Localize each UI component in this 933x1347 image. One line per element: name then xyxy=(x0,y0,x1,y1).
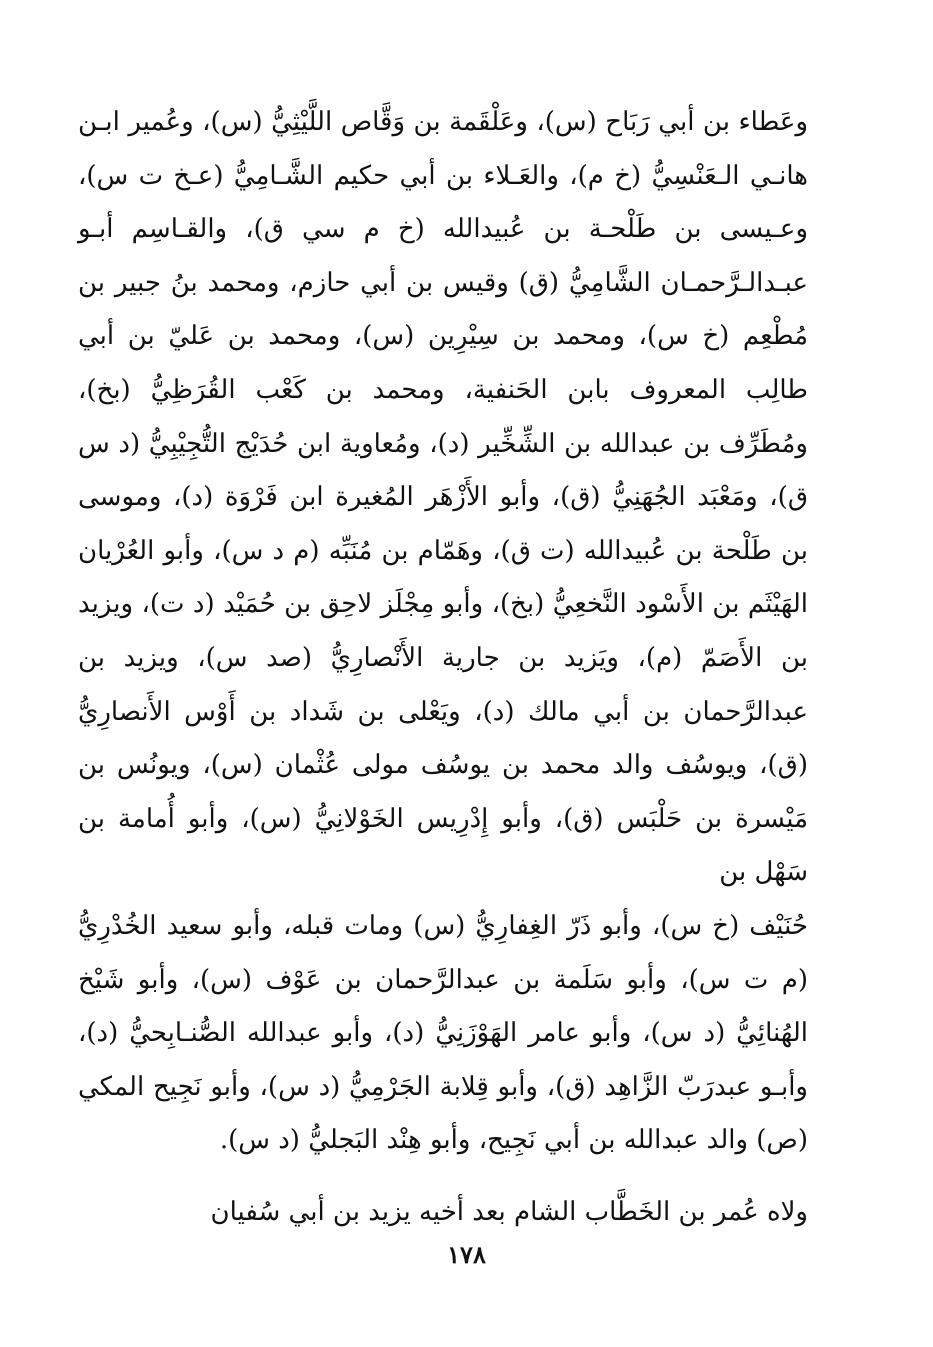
paragraph-appointment: ولاه عُمر بن الخَطَّاب الشام بعد أخيه يزيد بن أبي سُفيان xyxy=(210,1196,808,1227)
page-body xyxy=(78,96,808,1239)
paragraph-narrators-1: وعَطاء بن أبي رَبَاح (س)، وعَلْقَمة بن وَقَّاص اللَّيْثِيُّ (س)، وعُمير ابـن هانـي الـعَنْسِيُّ (خ م)، والعَـلاء بن أبي حكيم الشَّـامِيُّ (عـخ ت س)، وعـيسى بن طَلْحـة بن عُبيدالله (خ م سي ق)، والقـاسِم أبـو عبـدالـرَّحمـان الشَّامِيُّ (ق) وقيس بن أبي حازم، ومحمد بنُ جبير بن مُطْعِم (خ س)، ومحمد بن سِيْرِين (س)، ومحمد بن عَليّ بن أبي طالِب المعروف بابن الحَنفية، ومحمد بن كَعْب القُرَظِيُّ (بخ)، ومُطَرِّف بن عبدالله بن الشِّخِّير (د)، ومُعاوية ابن حُدَيْج التُّجِيْبِيُّ (د س ق)، ومَعْبَد الجُهَنِيُّ (ق)، وأبو الأَزْهَر المُغيرة ابن فَرْوَة (د)، وموسى بن طَلْحة بن عُبيدالله (ت ق)، وهَمّام بن مُنَبِّه (م د س)، وأبو العُرْيان الهَيْثَم بن الأَسْود النَّخعِيُّ (بخ)، وأبو مِجْلَز لاحِق بن حُمَيْد (د ت)، ويزيد بن الأَصَمّ (م)، ويَزيد بن جارية الأَنْصارِيُّ (صد س)، ويزيد بن عبدالرَّحمان بن أبي مالك (د)، ويَعْلى بن شَداد بن أَوْس الأَنصارِيُّ (ق)، ويوسُف والد محمد بن يوسُف مولى عُثْمان (س)، ويونُس بن مَيْسرة بن حَلْبَس (ق)، وأبو إِدْرِيس الخَوْلانِيُّ (س)، وأبو أُمامة بن سَهْل بن xyxy=(78,107,808,888)
page-number: ١٧٨ xyxy=(447,1240,486,1269)
paragraph-narrators-2: حُنَيْف (خ س)، وأبو ذَرّ الغِفارِيُّ (س) ومات قبله، وأبو سعيد الخُدْرِيُّ (م ت س)، وأبو سَلَمة بن عبدالرَّحمان بن عَوْف (س)، وأبو شَيْخ الهُنائِيُّ (د س)، وأبو عامر الهَوْزَنِيُّ (د)، وأبو عبدالله الصُّنـابِحيُّ (د)، وأبـو عبدرَبّ الزَّاهِد (ق)، وأبو قِلابة الجَرْمِيُّ (د س)، وأبو نَجِيح المكي (ص) والد عبدالله بن أبي نَجِيح، وأبو هِنْد البَجليُّ (د س). xyxy=(78,910,808,1156)
